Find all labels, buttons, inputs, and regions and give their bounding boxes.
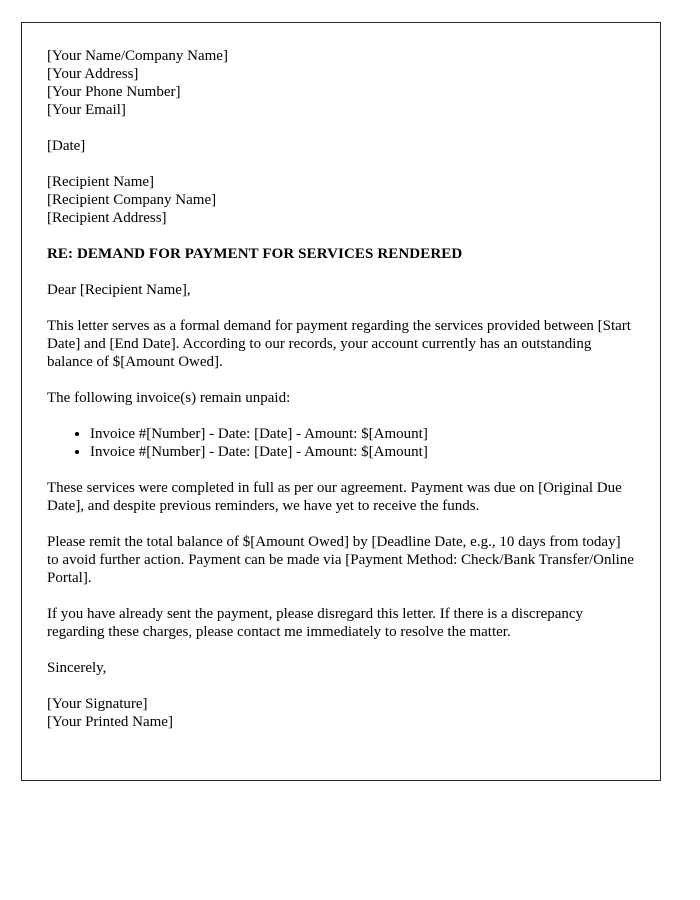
invoice-list [47,425,634,461]
paragraph-remit: Please remit the total balance of $[Amount Owed] by [Deadline Date, e.g., 10 days from today] to avoid further action. Payment can be made via [Payment Method: Check/Bank Transfer/Online Portal]. [47,534,634,586]
letter-body [22,23,660,731]
signature-block [47,695,634,731]
sender-email: [Your Email] [47,102,126,118]
printed-name-line: [Your Printed Name] [47,714,173,730]
sender-phone: [Your Phone Number] [47,84,181,100]
paragraph-intro: This letter serves as a formal demand for payment regarding the services provided between [Start Date] and [End Date]. According to our records, your account currently has an outstanding balance of $[Amount Owed]. [47,318,631,370]
sender-name: [Your Name/Company Name] [47,48,228,64]
paragraph-disregard: If you have already sent the payment, please disregard this letter. If there is a discrepancy regarding these charges, please contact me immediately to resolve the matter. [47,606,584,640]
salutation: Dear [Recipient Name], [47,282,191,298]
subject-line: RE: DEMAND FOR PAYMENT FOR SERVICES RENDERED [47,246,463,262]
recipient-company: [Recipient Company Name] [47,192,217,208]
date-block [47,137,634,155]
letter-page [21,22,661,781]
list-item: • Invoice #[Number] - Date: [Date] - Amount: $[Amount] [90,425,634,443]
recipient-address: [Recipient Address] [47,210,167,226]
recipient-block [47,173,634,227]
paragraph-invoices-lead: The following invoice(s) remain unpaid: [47,390,291,406]
paragraph-services: These services were completed in full as per our agreement. Payment was due on [Original Due Date], and despite previous reminders, we have yet to receive the funds. [47,480,622,514]
signature-line: [Your Signature] [47,696,148,712]
closing-line: Sincerely, [47,660,107,676]
list-item: • Invoice #[Number] - Date: [Date] - Amount: $[Amount] [90,443,634,461]
date-line: [Date] [47,138,86,154]
sender-block [47,47,634,119]
recipient-name: [Recipient Name] [47,174,155,190]
sender-address: [Your Address] [47,66,139,82]
